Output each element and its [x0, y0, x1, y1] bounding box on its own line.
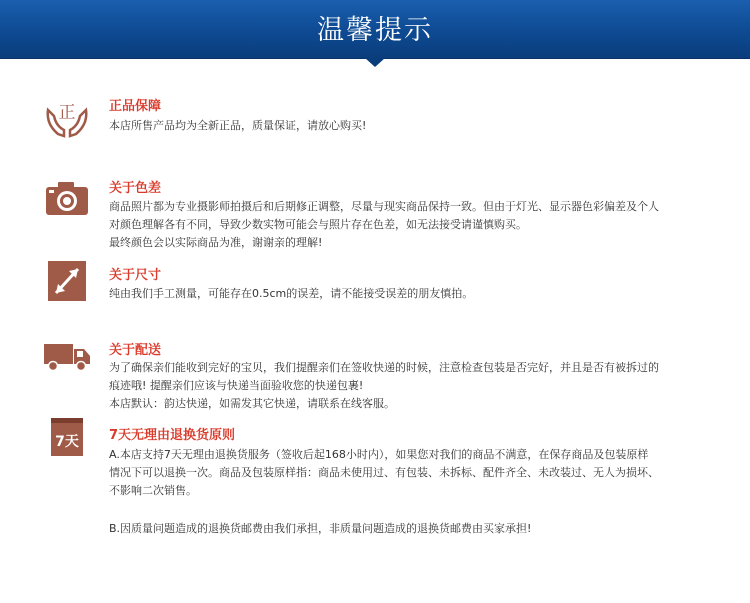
svg-text:正: 正 [58, 103, 76, 123]
section-text [109, 198, 734, 252]
hands-zheng-icon [44, 96, 90, 138]
section-text [109, 359, 734, 413]
banner-notch [365, 58, 385, 67]
header-banner [0, 0, 750, 59]
text-line: 本店默认：韵达快递，如需发其它快递，请联系在线客服。 [109, 397, 395, 410]
delivery-truck-icon [44, 336, 90, 378]
text-line: 商品照片都为专业摄影师拍摄后和后期修正调整，尽量与现实商品保持一致。但由于灯光、显示器色彩偏差及个人 [109, 200, 659, 213]
text-line: 不影响二次销售。 [109, 484, 197, 497]
section-title: 7天无理由退换货原则 [109, 428, 236, 443]
text-line: 本店所售产品均为全新正品，质量保证，请放心购买! [109, 119, 367, 132]
page-title: 温馨提示 [317, 15, 433, 46]
text-line: 最终颜色会以实际商品为准，谢谢亲的理解! [109, 236, 323, 249]
text-line: A.本店支持7天无理由退换货服务（签收后起168小时内），如果您对我们的商品不满意，在保存商品及包装原样 [109, 448, 649, 461]
section-title: 关于配送 [109, 343, 162, 358]
text-line: 痕迹哦! 提醒亲们应该与快递当面验收您的快递包裹! [109, 379, 364, 392]
text-line: 为了确保亲们能收到完好的宝贝，我们提醒亲们在签收快递的时候，注意检查包装是否完好，并且是否有被拆过的 [109, 361, 659, 374]
section-title: 正品保障 [109, 99, 162, 114]
resize-arrow-icon [44, 261, 90, 303]
section-text [109, 285, 734, 303]
text-line: 纯由我们手工测量，可能存在0.5cm的误差，请不能接受误差的朋友慎拍。 [109, 287, 474, 300]
seven-day-calendar-icon [44, 416, 90, 458]
section-title: 关于色差 [109, 181, 162, 196]
section-text [109, 117, 734, 135]
camera-icon [44, 179, 90, 221]
text-line: B.因质量问题造成的退换货邮费由我们承担，非质量问题造成的退换货邮费由买家承担! [109, 522, 532, 535]
svg-text:7天: 7天 [55, 434, 79, 450]
blank-line [109, 500, 734, 520]
section-title: 关于尺寸 [109, 268, 162, 283]
section-text [109, 446, 734, 538]
text-line: 情况下可以退换一次。商品及包装原样指：商品未使用过、有包装、未拆标、配件齐全、未改装过、无人为损坏、 [109, 466, 659, 479]
text-line: 对颜色理解各有不同，导致少数实物可能会与照片存在色差，如无法接受请谨慎购买。 [109, 218, 527, 231]
